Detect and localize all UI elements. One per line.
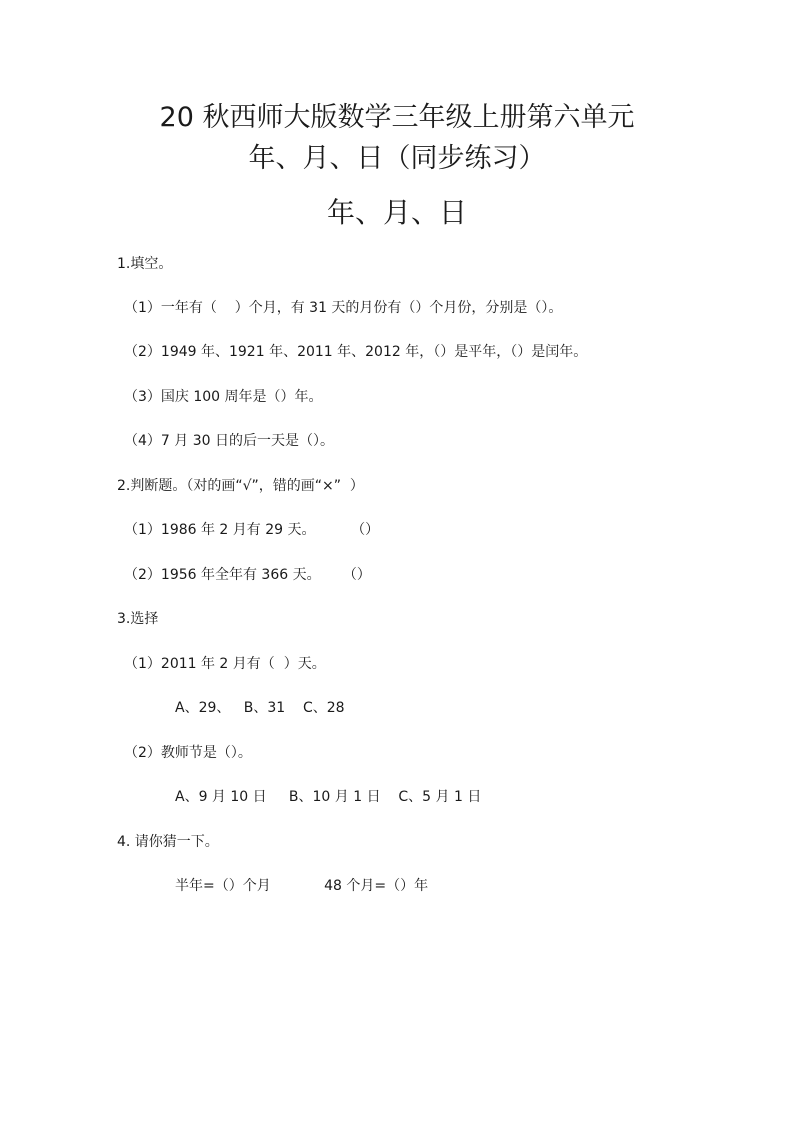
- title-line-2: 年、月、日（同步练习）: [248, 143, 546, 174]
- q3-item-2-options: A、9 月 10 日 B、10 月 1 日 C、5 月 1 日: [175, 789, 482, 805]
- section-title: 年、月、日: [326, 196, 467, 229]
- q1-item-3: （3）国庆 100 周年是（）年。: [124, 389, 323, 405]
- q1-item-4: （4）7 月 30 日的后一天是（）。: [124, 433, 334, 449]
- q3-item-1-question: （1）2011 年 2 月有（ ）天。: [124, 656, 326, 672]
- q4-heading: 4. 请你猜一下。: [117, 834, 219, 850]
- q3-heading: 3.选择: [117, 611, 159, 627]
- q2-item-1: （1）1986 年 2 月有 29 天。 （）: [124, 522, 380, 538]
- q1-heading: 1.填空。: [117, 256, 173, 272]
- q1-item-2: （2）1949 年、1921 年、2011 年、2012 年，（）是平年，（）是闰年。: [124, 344, 588, 360]
- title-line-1: 20 秋西师大版数学三年级上册第六单元: [159, 102, 635, 133]
- q2-item-2: （2）1956 年全年有 366 天。 （）: [124, 567, 371, 583]
- q4-content: 半年=（）个月 48 个月=（）年: [175, 878, 429, 894]
- q2-heading: 2.判断题。（对的画“√”，错的画“×” ）: [117, 478, 364, 494]
- q3-item-1-options: A、29、 B、31 C、28: [175, 700, 345, 716]
- q1-item-1: （1）一年有（ ）个月，有 31 天的月份有（）个月份，分别是（）。: [124, 300, 563, 316]
- q3-item-2-question: （2）教师节是（）。: [124, 745, 252, 761]
